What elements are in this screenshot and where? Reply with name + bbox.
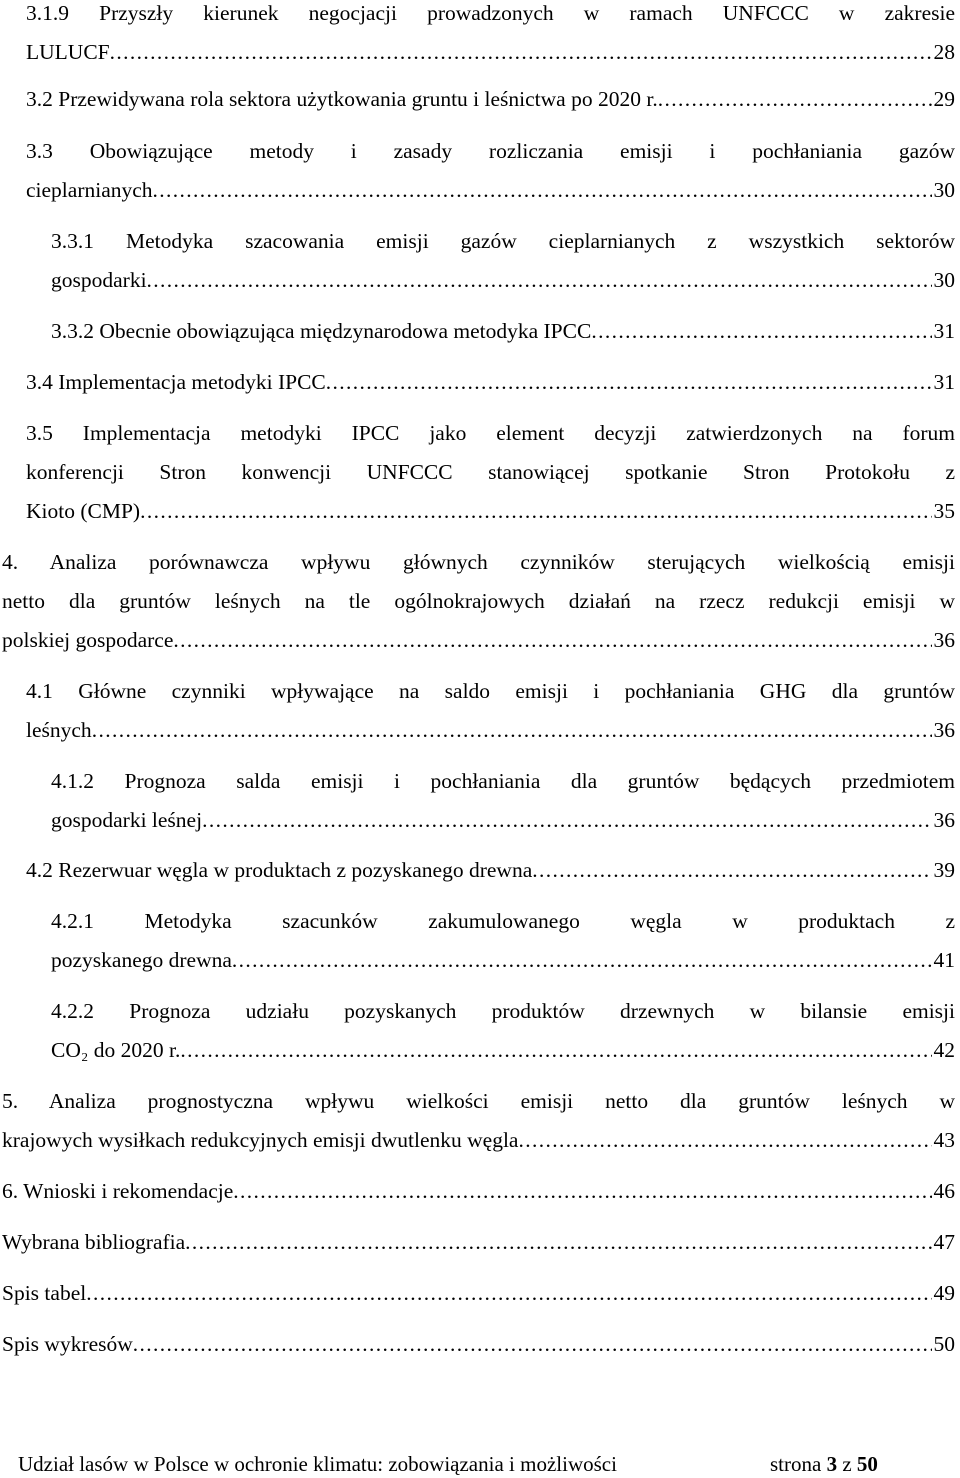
toc-entry-text: polskiej gospodarce xyxy=(2,628,174,652)
dot-leader xyxy=(658,80,932,119)
dot-leader xyxy=(147,261,932,300)
toc-page-number: 36 xyxy=(933,808,955,832)
dot-leader xyxy=(202,801,931,840)
toc-entry-last-line xyxy=(51,1031,955,1070)
toc-entry-last-line xyxy=(51,312,955,351)
toc-entry-last-line xyxy=(26,171,955,210)
toc-entry-4[interactable] xyxy=(2,543,955,660)
toc-entry-text: 3.5 Implementacja metodyki IPCC jako element decyzji zatwierdzonych na forum xyxy=(26,421,955,445)
footer-page-prefix: strona xyxy=(770,1452,827,1476)
toc-entry-4-1-2[interactable] xyxy=(51,762,955,840)
dot-leader xyxy=(92,711,932,750)
toc-entry-4-2-1[interactable] xyxy=(51,902,955,980)
footer-page-separator: z xyxy=(837,1452,857,1476)
toc-entry-text: pozyskanego drewna xyxy=(51,948,232,972)
toc-entry-last-line xyxy=(26,80,955,119)
toc-page-number: 43 xyxy=(933,1128,955,1152)
toc-entry-text: 4.2.2 Prognoza udziału pozyskanych produktów drzewnych w bilansie emisji xyxy=(51,999,955,1023)
footer-page-total: 50 xyxy=(856,1452,878,1476)
toc-entry-text: gospodarki leśnej xyxy=(51,808,203,832)
toc-entry-tables[interactable] xyxy=(2,1274,955,1313)
toc-entry-charts[interactable] xyxy=(2,1325,955,1364)
toc-entry-text: Spis tabel xyxy=(2,1281,87,1305)
toc-page-number: 39 xyxy=(933,858,955,882)
toc-entry-text: 4.1.2 Prognoza salda emisji i pochłaniania dla gruntów będących przedmiotem xyxy=(51,769,955,793)
footer-title: Udział lasów w Polsce w ochronie klimatu: zobowiązania i możliwości xyxy=(18,1452,617,1476)
toc-entry-text: 3.4 Implementacja metodyki IPCC xyxy=(26,370,326,394)
dot-leader xyxy=(518,1121,931,1160)
toc-entry-text: 4.2 Rezerwuar węgla w produktach z pozyskanego drewna xyxy=(26,858,533,882)
toc-entry-3-3-1[interactable] xyxy=(51,222,955,300)
toc-entry-last-line xyxy=(51,801,955,840)
toc-page-number: 29 xyxy=(933,87,955,111)
toc-entry-last-line xyxy=(2,1121,955,1160)
toc-page-number: 46 xyxy=(933,1179,955,1203)
toc-entry-bibliography[interactable] xyxy=(2,1223,955,1262)
toc-entry-3-3[interactable] xyxy=(26,132,955,210)
toc-entry-last-line xyxy=(2,1223,955,1262)
page-footer xyxy=(18,1450,898,1478)
toc-entry-last-line xyxy=(26,851,955,890)
toc-entry-3-4[interactable] xyxy=(26,363,955,402)
toc-entry-text: 4.2.1 Metodyka szacunków zakumulowanego węgla w produktach z xyxy=(51,909,955,933)
toc-page-number: 31 xyxy=(933,370,955,394)
toc-entry-last-line xyxy=(51,261,955,300)
toc-entry-text: 3.3.1 Metodyka szacowania emisji gazów cieplarnianych z wszystkich sektorów xyxy=(51,229,955,253)
dot-leader xyxy=(86,1274,931,1313)
toc-page-number: 50 xyxy=(933,1332,955,1356)
toc-entry-text: CO₂ do 2020 r. xyxy=(51,1038,181,1062)
toc-entry-4-2[interactable] xyxy=(26,851,955,890)
toc-entry-last-line xyxy=(26,711,955,750)
toc-page-number: 35 xyxy=(933,499,955,523)
toc-page-number: 30 xyxy=(933,268,955,292)
toc-entry-text: 3.3.2 Obecnie obowiązująca międzynarodowa metodyka IPCC xyxy=(51,319,592,343)
toc-entry-last-line xyxy=(2,1325,955,1364)
toc-entry-3-2[interactable] xyxy=(26,80,955,119)
toc-entry-5[interactable] xyxy=(2,1082,955,1160)
toc-entry-text: gospodarki xyxy=(51,268,147,292)
toc-entry-text: 4.1 Główne czynniki wpływające na saldo emisji i pochłaniania GHG dla gruntów xyxy=(26,679,955,703)
toc-entry-last-line xyxy=(51,941,955,980)
toc-entry-text: cieplarnianych xyxy=(26,178,153,202)
toc-entry-3-1-9[interactable] xyxy=(26,0,955,72)
dot-leader xyxy=(133,1325,932,1364)
toc-entry-6[interactable] xyxy=(2,1172,955,1211)
toc-page-number: 36 xyxy=(933,718,955,742)
dot-leader xyxy=(591,312,931,351)
dot-leader xyxy=(326,363,932,402)
toc-page-number: 47 xyxy=(933,1230,955,1254)
toc-entry-text: Spis wykresów xyxy=(2,1332,133,1356)
footer-page-current: 3 xyxy=(826,1452,838,1476)
toc-entry-last-line xyxy=(2,1172,955,1211)
dot-leader xyxy=(233,1172,931,1211)
dot-leader xyxy=(532,851,931,890)
toc-entry-3-5[interactable] xyxy=(26,414,955,531)
dot-leader xyxy=(185,1223,931,1262)
toc-entry-text: 3.1.9 Przyszły kierunek negocjacji prowadzonych w ramach UNFCCC w zakresie xyxy=(26,1,955,25)
toc-entry-text: 5. Analiza prognostyczna wpływu wielkości emisji netto dla gruntów leśnych w xyxy=(2,1089,955,1113)
toc-entry-text: Wybrana bibliografia xyxy=(2,1230,186,1254)
toc-entry-text: 3.2 Przewidywana rola sektora użytkowania gruntu i leśnictwa po 2020 r. xyxy=(26,87,658,111)
dot-leader xyxy=(232,941,932,980)
toc-entry-last-line xyxy=(2,1274,955,1313)
toc-page-number: 49 xyxy=(933,1281,955,1305)
toc-entry-last-line xyxy=(26,363,955,402)
dot-leader xyxy=(173,621,931,660)
toc-page-number: 31 xyxy=(933,319,955,343)
toc-page-number: 36 xyxy=(933,628,955,652)
toc-entry-text: leśnych xyxy=(26,718,92,742)
toc-entry-last-line xyxy=(26,492,955,531)
dot-leader xyxy=(153,171,932,210)
dot-leader xyxy=(140,492,931,531)
toc-page-number: 41 xyxy=(933,948,955,972)
toc-page-number: 28 xyxy=(933,40,955,64)
toc-entry-last-line xyxy=(26,33,955,72)
toc-entry-text: krajowych wysiłkach redukcyjnych emisji dwutlenku węgla xyxy=(2,1128,519,1152)
toc-entry-last-line xyxy=(2,621,955,660)
toc-entry-4-2-2[interactable] xyxy=(51,992,955,1070)
toc-entry-text: konferencji Stron konwencji UNFCCC stanowiącej spotkanie Stron Protokołu z xyxy=(26,460,955,484)
dot-leader xyxy=(110,33,932,72)
toc-page-number: 42 xyxy=(933,1038,955,1062)
toc-entry-text: netto dla gruntów leśnych na tle ogólnokrajowych działań na rzecz redukcji emisji w xyxy=(2,589,955,613)
footer-page-indicator xyxy=(770,1450,878,1478)
dot-leader xyxy=(180,1031,931,1070)
toc-entry-text: 3.3 Obowiązujące metody i zasady rozliczania emisji i pochłaniania gazów xyxy=(26,139,955,163)
toc-entry-text: LULUCF xyxy=(26,40,110,64)
toc-page-number: 30 xyxy=(933,178,955,202)
toc-entry-3-3-2[interactable] xyxy=(51,312,955,351)
toc-entry-4-1[interactable] xyxy=(26,672,955,750)
toc-entry-text: 6. Wnioski i rekomendacje xyxy=(2,1179,234,1203)
toc-entry-text: 4. Analiza porównawcza wpływu głównych czynników sterujących wielkością emisji xyxy=(2,550,955,574)
toc-entry-text: Kioto (CMP) xyxy=(26,499,141,523)
